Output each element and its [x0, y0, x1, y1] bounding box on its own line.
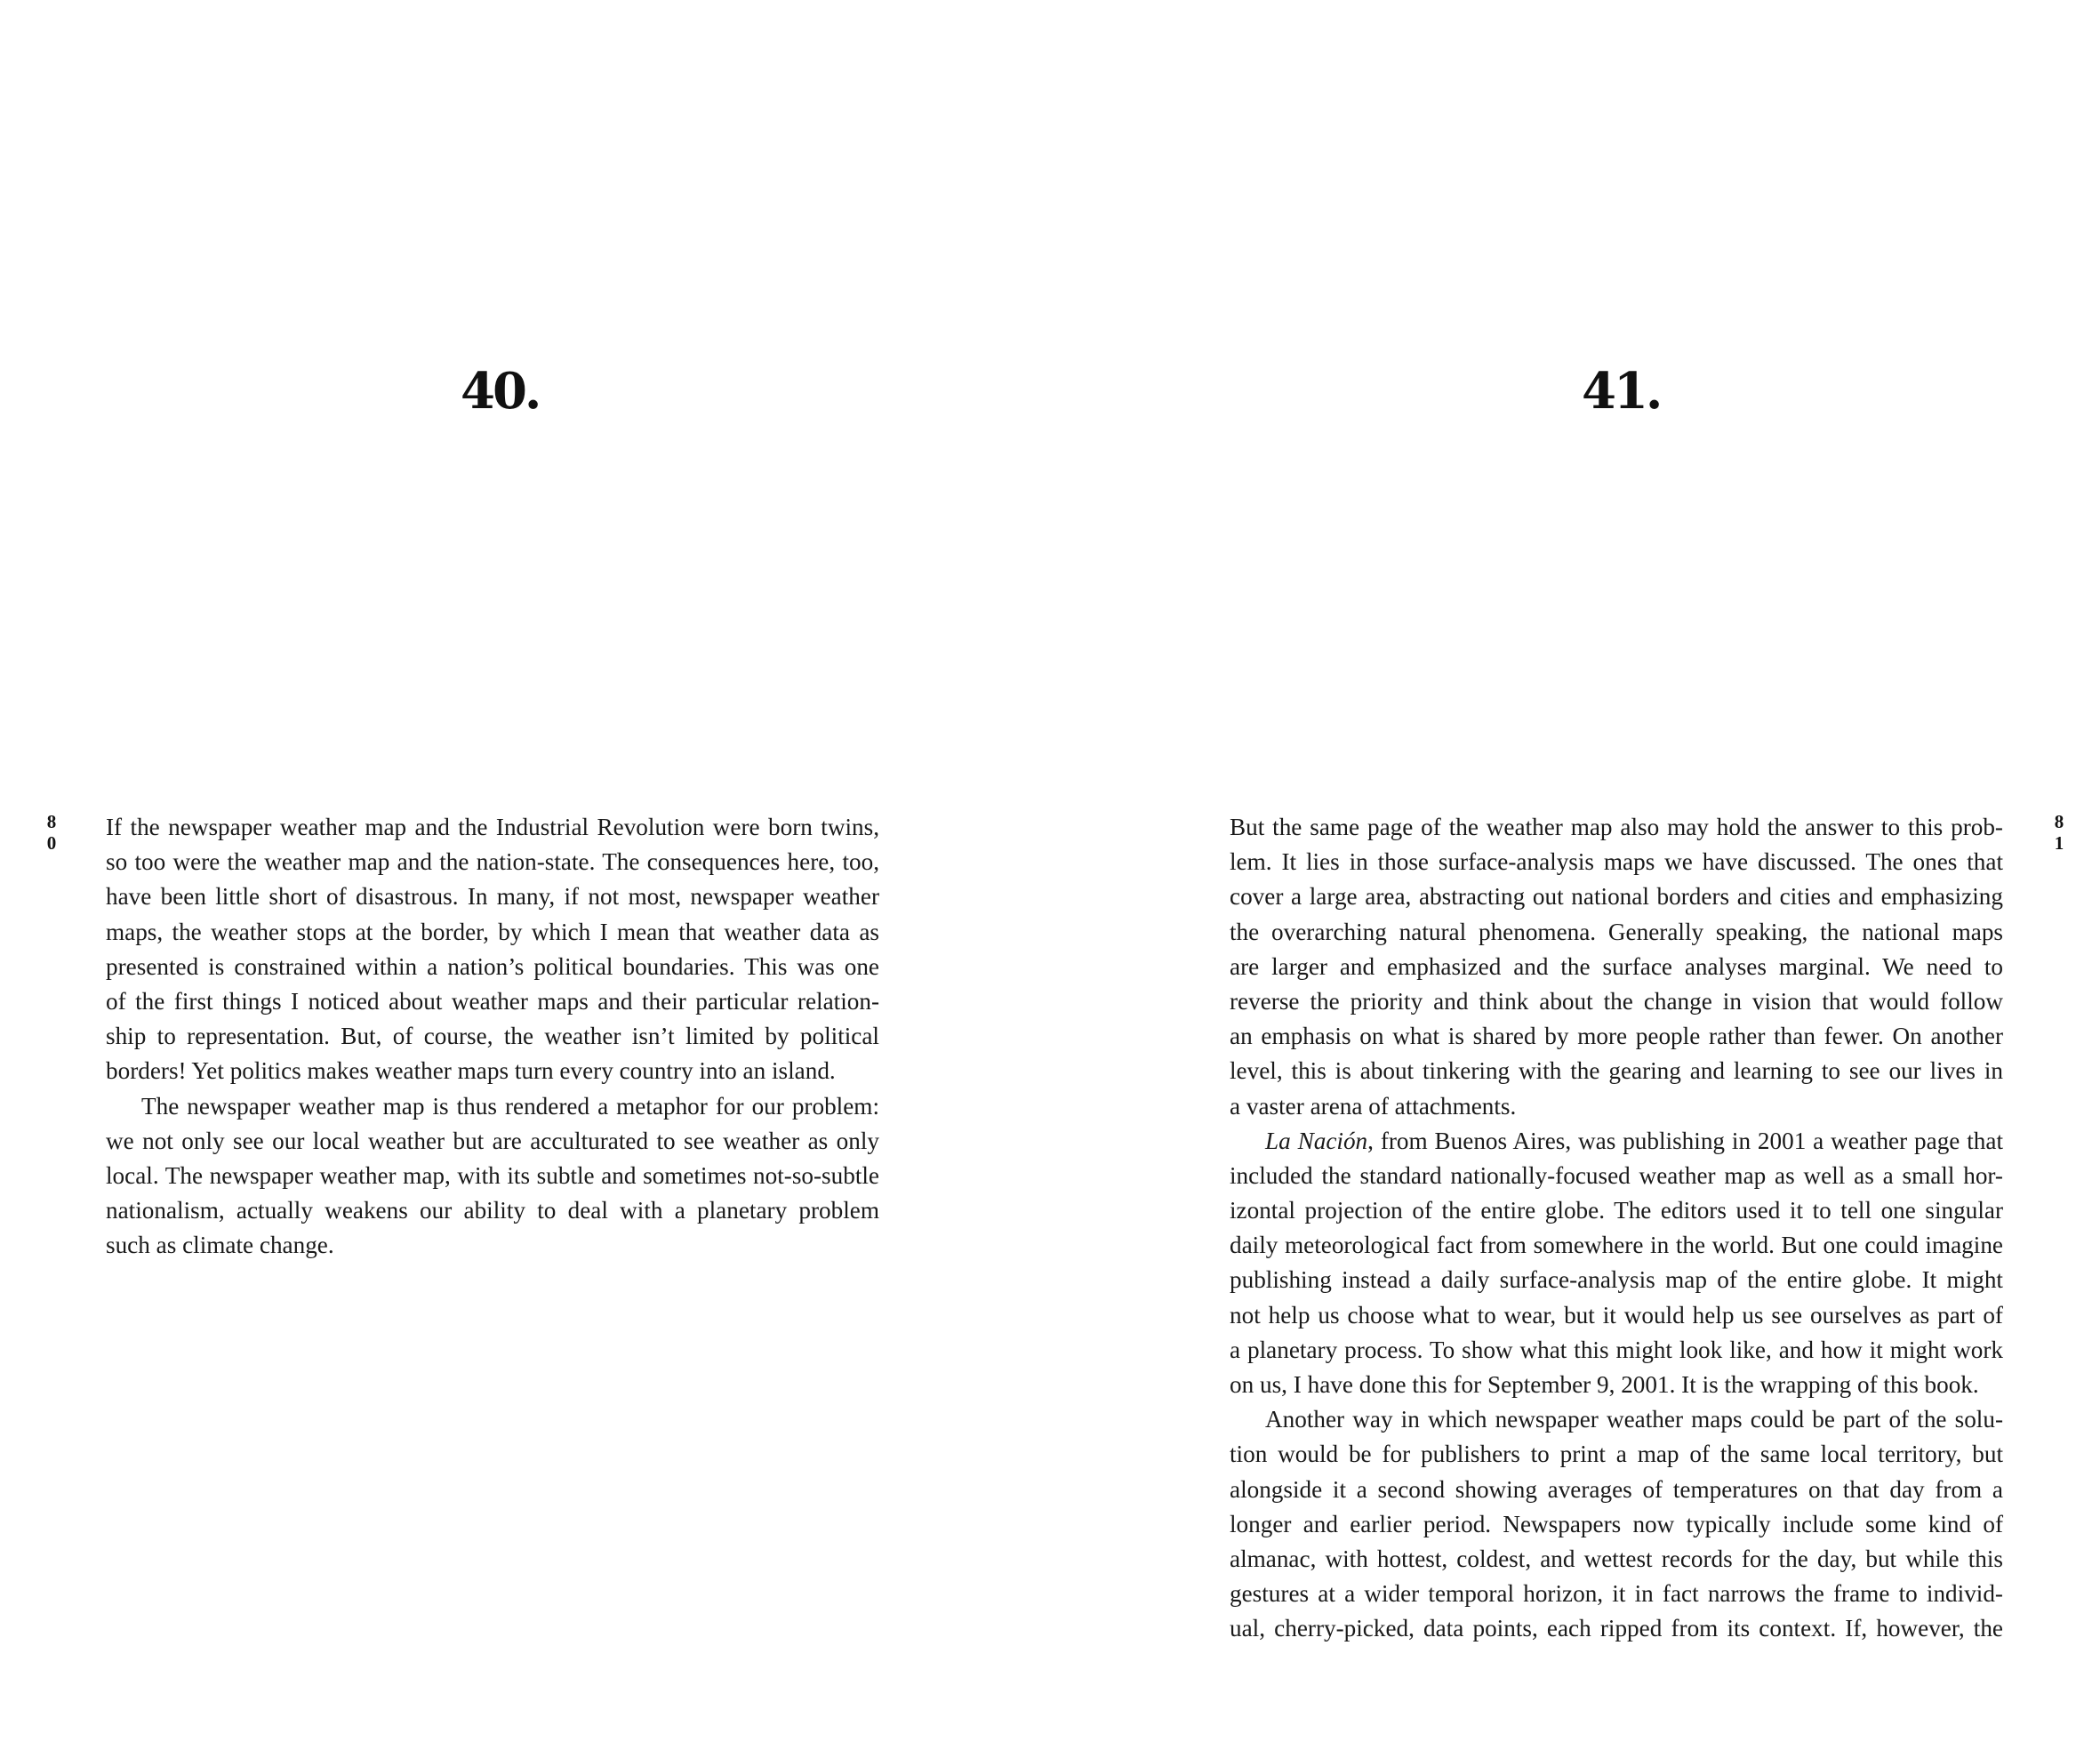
text-line: longer and earlier period. Newspapers now typically include some kind of — [1230, 1510, 2003, 1537]
text-line: reverse the priority and think about the change in vision that would follow — [1230, 987, 2003, 1015]
text-line: on us, I have done this for September 9, 2001. It is the wrapping of this book. — [1230, 1371, 1979, 1398]
text-line: cover a large area, abstracting out national borders and cities and emphasizing — [1230, 883, 2003, 911]
text-line: almanac, with hottest, coldest, and wettest records for the day, but while this — [1230, 1545, 2003, 1572]
chapter-number: 40. — [461, 362, 540, 421]
text-line: we not only see our local weather but are acculturated to see weather as only — [106, 1127, 879, 1154]
text-line — [1230, 1124, 2003, 1159]
text-line: borders! Yet politics makes weather maps turn every country into an island. — [106, 1057, 836, 1085]
text-line: daily meteorological fact from somewhere in the world. But one could imagine — [1230, 1232, 2003, 1259]
text-line: tion would be for publishers to print a map of the same local territory, but — [1230, 1441, 2003, 1468]
text-line: gestures at a wider temporal horizon, it in fact narrows the frame to individ- — [1230, 1580, 2003, 1608]
text-line: presented is constrained within a nation’s political boundaries. This was one — [106, 952, 879, 980]
chapter-number: 41. — [1582, 362, 1661, 421]
text-line: ual, cherry-picked, data points, each ripped from its context. If, however, the — [1230, 1615, 2003, 1642]
body-text — [1230, 810, 2003, 1647]
text-line: izontal projection of the entire globe. The editors used it to tell one singular — [1230, 1197, 2003, 1224]
text-line: of the first things I noticed about weather maps and their particular relation- — [106, 987, 879, 1015]
text-line: an emphasis on what is shared by more people rather than fewer. On another — [1230, 1023, 2003, 1050]
text-line: such as climate change. — [106, 1232, 334, 1259]
text-line: so too were the weather map and the nation-state. The consequences here, too, — [106, 848, 879, 876]
text-line: nationalism, actually weakens our ability to deal with a planetary problem — [106, 1197, 879, 1224]
text-line: have been little short of disastrous. In many, if not most, newspaper weather — [106, 883, 879, 911]
text-line: The newspaper weather map is thus rendered a metaphor for our problem: — [141, 1092, 879, 1120]
text-line: ship to representation. But, of course, the weather isn’t limited by political — [106, 1023, 879, 1050]
text-line: not help us choose what to wear, but it would help us see ourselves as part of — [1230, 1301, 2003, 1329]
text-line: publishing instead a daily surface-analysis map of the entire globe. It might — [1230, 1266, 2003, 1294]
text-line: lem. It lies in those surface-analysis maps we have discussed. The ones that — [1230, 848, 2003, 876]
text-line: maps, the weather stops at the border, by which I mean that weather data as — [106, 918, 879, 945]
text-line: local. The newspaper weather map, with its subtle and sometimes not-so-subtle — [106, 1161, 879, 1189]
text-line: the overarching natural phenomena. Generally speaking, the national maps — [1230, 918, 2003, 945]
text-line: alongside it a second showing averages of temperatures on that day from a — [1230, 1475, 2003, 1503]
text-line: are larger and emphasized and the surface analyses marginal. We need to — [1230, 952, 2003, 980]
text-line: included the standard nationally-focused weather map as well as a small hor- — [1230, 1161, 2003, 1189]
text-line: level, this is about tinkering with the gearing and learning to see our lives in — [1230, 1057, 2003, 1085]
text-line: a planetary process. To show what this might look like, and how it might work — [1230, 1336, 2003, 1363]
right-page — [1050, 0, 2100, 1750]
text-line: a vaster arena of attachments. — [1230, 1092, 1517, 1120]
publication-title: La Nación — [1265, 1127, 1368, 1154]
text-line: But the same page of the weather map also may hold the answer to this prob- — [1230, 814, 2003, 840]
body-text — [106, 810, 879, 1263]
text-line: Another way in which newspaper weather maps could be part of the solu- — [1265, 1406, 2003, 1433]
page-number: 80 — [46, 811, 57, 854]
text-line: If the newspaper weather map and the Industrial Revolution were born twins, — [106, 814, 879, 840]
page-number: 81 — [2054, 811, 2064, 854]
text-line-rest: , from Buenos Aires, was publishing in 2001 a weather page that — [1367, 1127, 2004, 1154]
